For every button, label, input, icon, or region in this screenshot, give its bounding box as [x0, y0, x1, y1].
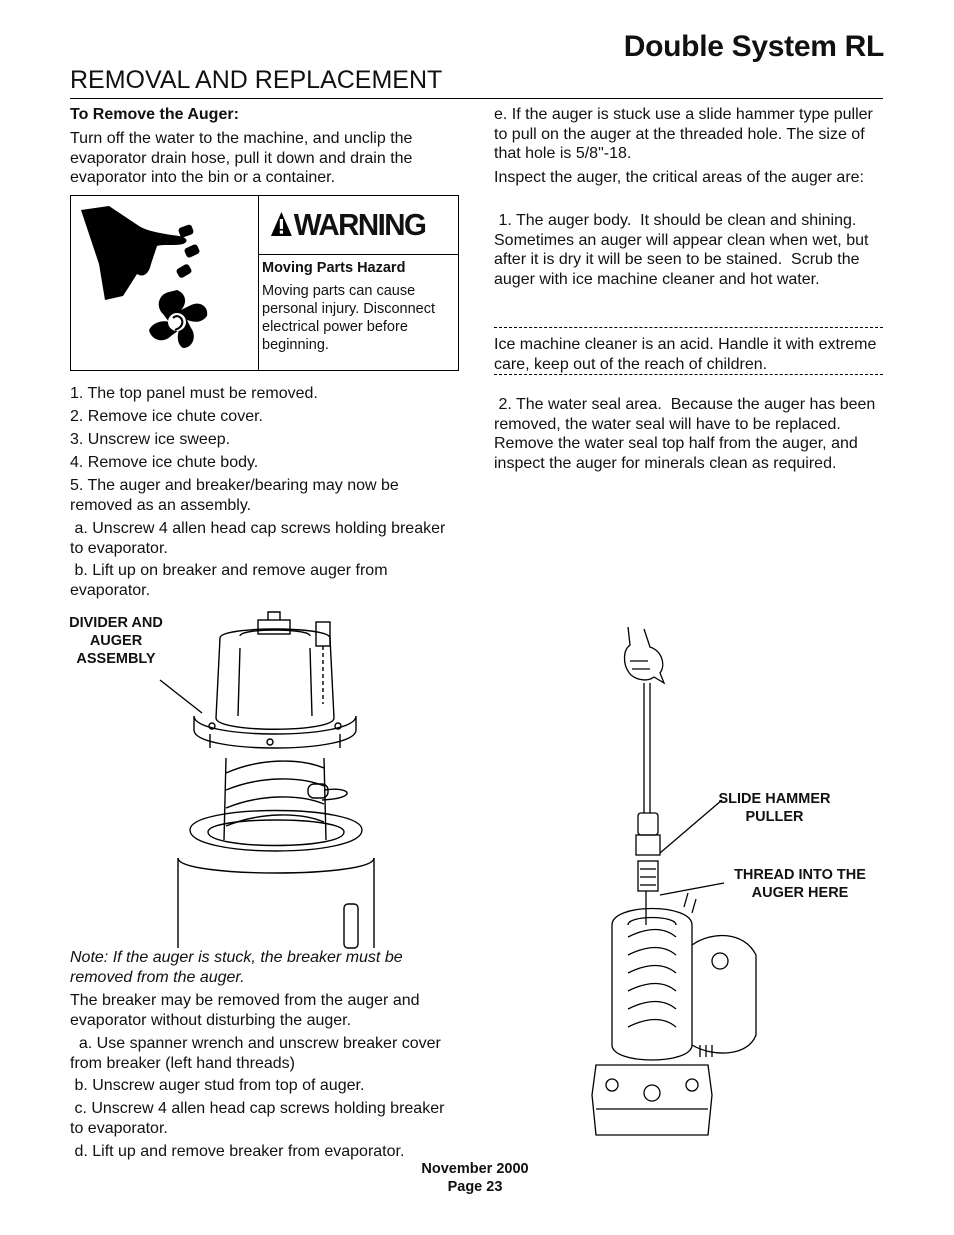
footer-date: November 2000 [421, 1161, 529, 1177]
caution-top-rule [494, 327, 883, 328]
slide-hammer-puller-illustration [588, 625, 788, 1145]
subheading: To Remove the Auger: [70, 106, 239, 123]
step-4: 4. Remove ice chute body. [70, 454, 259, 471]
breaker-step-a: a. Use spanner wrench and unscrew breaker cover from breaker (left hand threads) [70, 1035, 446, 1072]
step-5a: a. Unscrew 4 allen head cap screws holding breaker to evaporator. [70, 520, 450, 557]
breaker-step-d: d. Lift up and remove breaker from evaporator. [70, 1143, 405, 1160]
figure-label-puller: SLIDE HAMMER PULLER [718, 791, 831, 825]
intro-paragraph: Turn off the water to the machine, and unclip the evaporator drain hose, pull it down and drain the evaporator into the bin or a container. [70, 130, 413, 186]
alert-triangle-icon [270, 211, 293, 237]
step-2: 2. Remove ice chute cover. [70, 408, 263, 425]
document-title: Double System RL [623, 30, 884, 63]
moving-parts-hazard-icon [79, 204, 229, 364]
caution-bottom-rule [494, 374, 883, 375]
warning-word: WARNING [293, 207, 426, 242]
auger-assembly-illustration [150, 608, 450, 950]
warning-header [258, 196, 458, 255]
step-5b: b. Lift up on breaker and remove auger from evaporator. [70, 562, 392, 599]
caution-paragraph: Ice machine cleaner is an acid. Handle it with extreme care, keep out of the reach of children. [494, 336, 877, 373]
breaker-step-c: c. Unscrew 4 allen head cap screws holding breaker to evaporator. [70, 1100, 449, 1137]
hazard-title: Moving Parts Hazard [262, 260, 406, 276]
inspect-paragraph: Inspect the auger, the critical areas of the auger are: [494, 169, 864, 186]
step-1: 1. The top panel must be removed. [70, 385, 318, 402]
step-e: e. If the auger is stuck use a slide hammer type puller to pull on the auger at the threaded hole. The size of that hole is 5/8"-18. [494, 106, 873, 162]
hazard-text: Moving parts can cause personal injury. Disconnect electrical power before beginning. [262, 283, 436, 353]
section-title: REMOVAL AND REPLACEMENT [70, 66, 443, 94]
breaker-intro: The breaker may be removed from the auger and evaporator without disturbing the auger. [70, 992, 420, 1029]
figure-label-thread: THREAD INTO THE AUGER HERE [734, 867, 866, 901]
figure-label-divider: DIVIDER AND AUGER ASSEMBLY [69, 615, 163, 667]
header-rule [70, 98, 883, 99]
warning-box [70, 195, 459, 371]
inspect-item-1: 1. The auger body. It should be clean and shining. Sometimes an auger will appear clean when wet, but after it is dry it will be seen to be stained. Scrub the auger with ice machine cleaner and hot water. [494, 212, 873, 288]
step-5: 5. The auger and breaker/bearing may now be removed as an assembly. [70, 477, 399, 514]
note-paragraph: Note: If the auger is stuck, the breaker must be removed from the auger. [70, 949, 403, 986]
footer-page-number: Page 23 [447, 1179, 503, 1195]
inspect-item-2: 2. The water seal area. Because the auger has been removed, the water seal will have to be replaced. Remove the water seal top half from the auger, and inspect the auger for minerals clean as required. [494, 396, 880, 472]
step-3: 3. Unscrew ice sweep. [70, 431, 231, 448]
breaker-step-b: b. Unscrew auger stud from top of auger. [70, 1077, 365, 1094]
